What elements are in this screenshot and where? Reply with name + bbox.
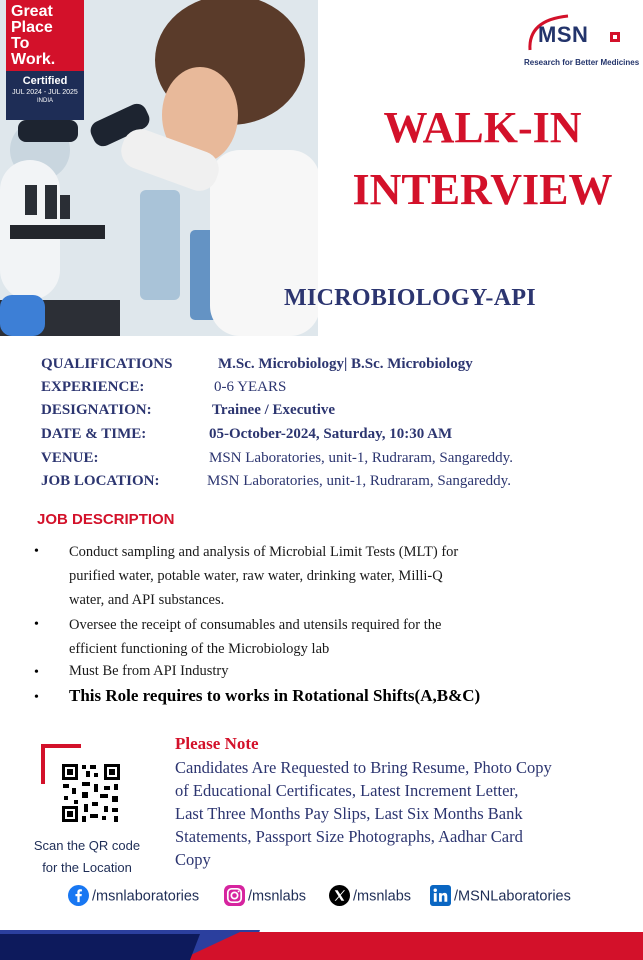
badge-line: To: [11, 35, 30, 52]
detail-label: QUALIFICATIONS: [41, 356, 173, 372]
logo-name: MSN: [538, 22, 589, 47]
social-facebook[interactable]: [68, 886, 199, 907]
badge-line: Great: [11, 3, 53, 20]
job-item: [69, 613, 559, 661]
title-interview: INTERVIEW: [352, 165, 613, 214]
great-place-to-work-badge: [6, 0, 84, 120]
job-item-line: This Role requires to works in Rotational Shifts(A,B&C): [69, 686, 481, 705]
job-item-line: water, and API substances.: [69, 592, 225, 608]
location-qr-code[interactable]: [60, 762, 122, 824]
job-description-heading: JOB DESCRIPTION: [37, 511, 175, 528]
please-note-heading: Please Note: [175, 734, 259, 753]
note-line: Copy: [175, 850, 211, 869]
detail-value: Trainee / Executive: [212, 402, 336, 418]
logo-tagline: Research for Better Medicines: [524, 58, 640, 67]
social-handle: /msnlaboratories: [92, 888, 200, 905]
social-handle: /MSNLaboratories: [454, 888, 571, 905]
detail-value: 0-6 YEARS: [214, 379, 287, 395]
note-line: of Educational Certificates, Latest Increment Letter,: [175, 781, 519, 800]
social-linkedin[interactable]: [430, 886, 571, 907]
note-line: Last Three Months Pay Slips, Last Six Months Bank: [175, 804, 523, 823]
badge-certified-block: [6, 71, 84, 120]
detail-label: VENUE:: [41, 450, 99, 466]
qr-caption-line: Scan the QR code: [33, 838, 141, 853]
social-instagram[interactable]: [224, 886, 306, 907]
bullet-icon: •: [34, 665, 39, 680]
social-x[interactable]: [329, 886, 411, 907]
job-item-line: efficient functioning of the Microbiology lab: [69, 641, 330, 657]
job-item: [69, 540, 559, 612]
subject-heading: MICROBIOLOGY-API: [284, 285, 536, 311]
detail-value: M.Sc. Microbiology| B.Sc. Microbiology: [218, 356, 473, 372]
instagram-icon: [224, 885, 245, 906]
social-handle: /msnlabs: [248, 888, 307, 905]
detail-label: JOB LOCATION:: [41, 473, 160, 489]
footer-band: [0, 918, 643, 960]
badge-line: Work.: [11, 51, 56, 68]
facebook-icon: [68, 885, 89, 906]
x-icon: [329, 885, 350, 906]
msn-logo: [524, 12, 640, 72]
bullet-icon: •: [34, 617, 39, 632]
job-item-line: Conduct sampling and analysis of Microbial Limit Tests (MLT) for: [69, 544, 459, 560]
note-line: Statements, Passport Size Photographs, Aadhar Card: [175, 827, 523, 846]
detail-label: DESIGNATION:: [41, 402, 152, 418]
bullet-icon: •: [34, 544, 39, 559]
detail-label: EXPERIENCE:: [41, 379, 145, 395]
social-handle: /msnlabs: [353, 888, 412, 905]
job-item: [69, 659, 559, 683]
job-item-line: purified water, potable water, raw water, drinking water, Milli-Q: [69, 568, 443, 584]
detail-label: DATE & TIME:: [41, 426, 147, 442]
badge-country: INDIA: [36, 98, 53, 104]
linkedin-icon: [430, 885, 451, 906]
job-item-highlight: [69, 684, 559, 708]
job-item-line: Oversee the receipt of consumables and utensils required for the: [69, 617, 442, 633]
title-walk-in: WALK-IN: [383, 103, 582, 152]
badge-period: JUL 2024 - JUL 2025: [12, 89, 78, 96]
detail-value: 05-October-2024, Saturday, 10:30 AM: [209, 426, 453, 442]
qr-caption-line: for the Location: [42, 860, 132, 875]
detail-value: MSN Laboratories, unit-1, Rudraram, Sangareddy.: [209, 450, 513, 466]
job-item-line: Must Be from API Industry: [69, 663, 229, 679]
badge-line: Place: [11, 19, 53, 36]
detail-value: MSN Laboratories, unit-1, Rudraram, Sangareddy.: [207, 473, 511, 489]
please-note-body: [175, 756, 625, 871]
note-line: Candidates Are Requested to Bring Resume, Photo Copy: [175, 758, 552, 777]
bullet-icon: •: [34, 690, 39, 705]
logo-square-icon: [610, 32, 620, 42]
badge-certified: Certified: [22, 75, 68, 87]
